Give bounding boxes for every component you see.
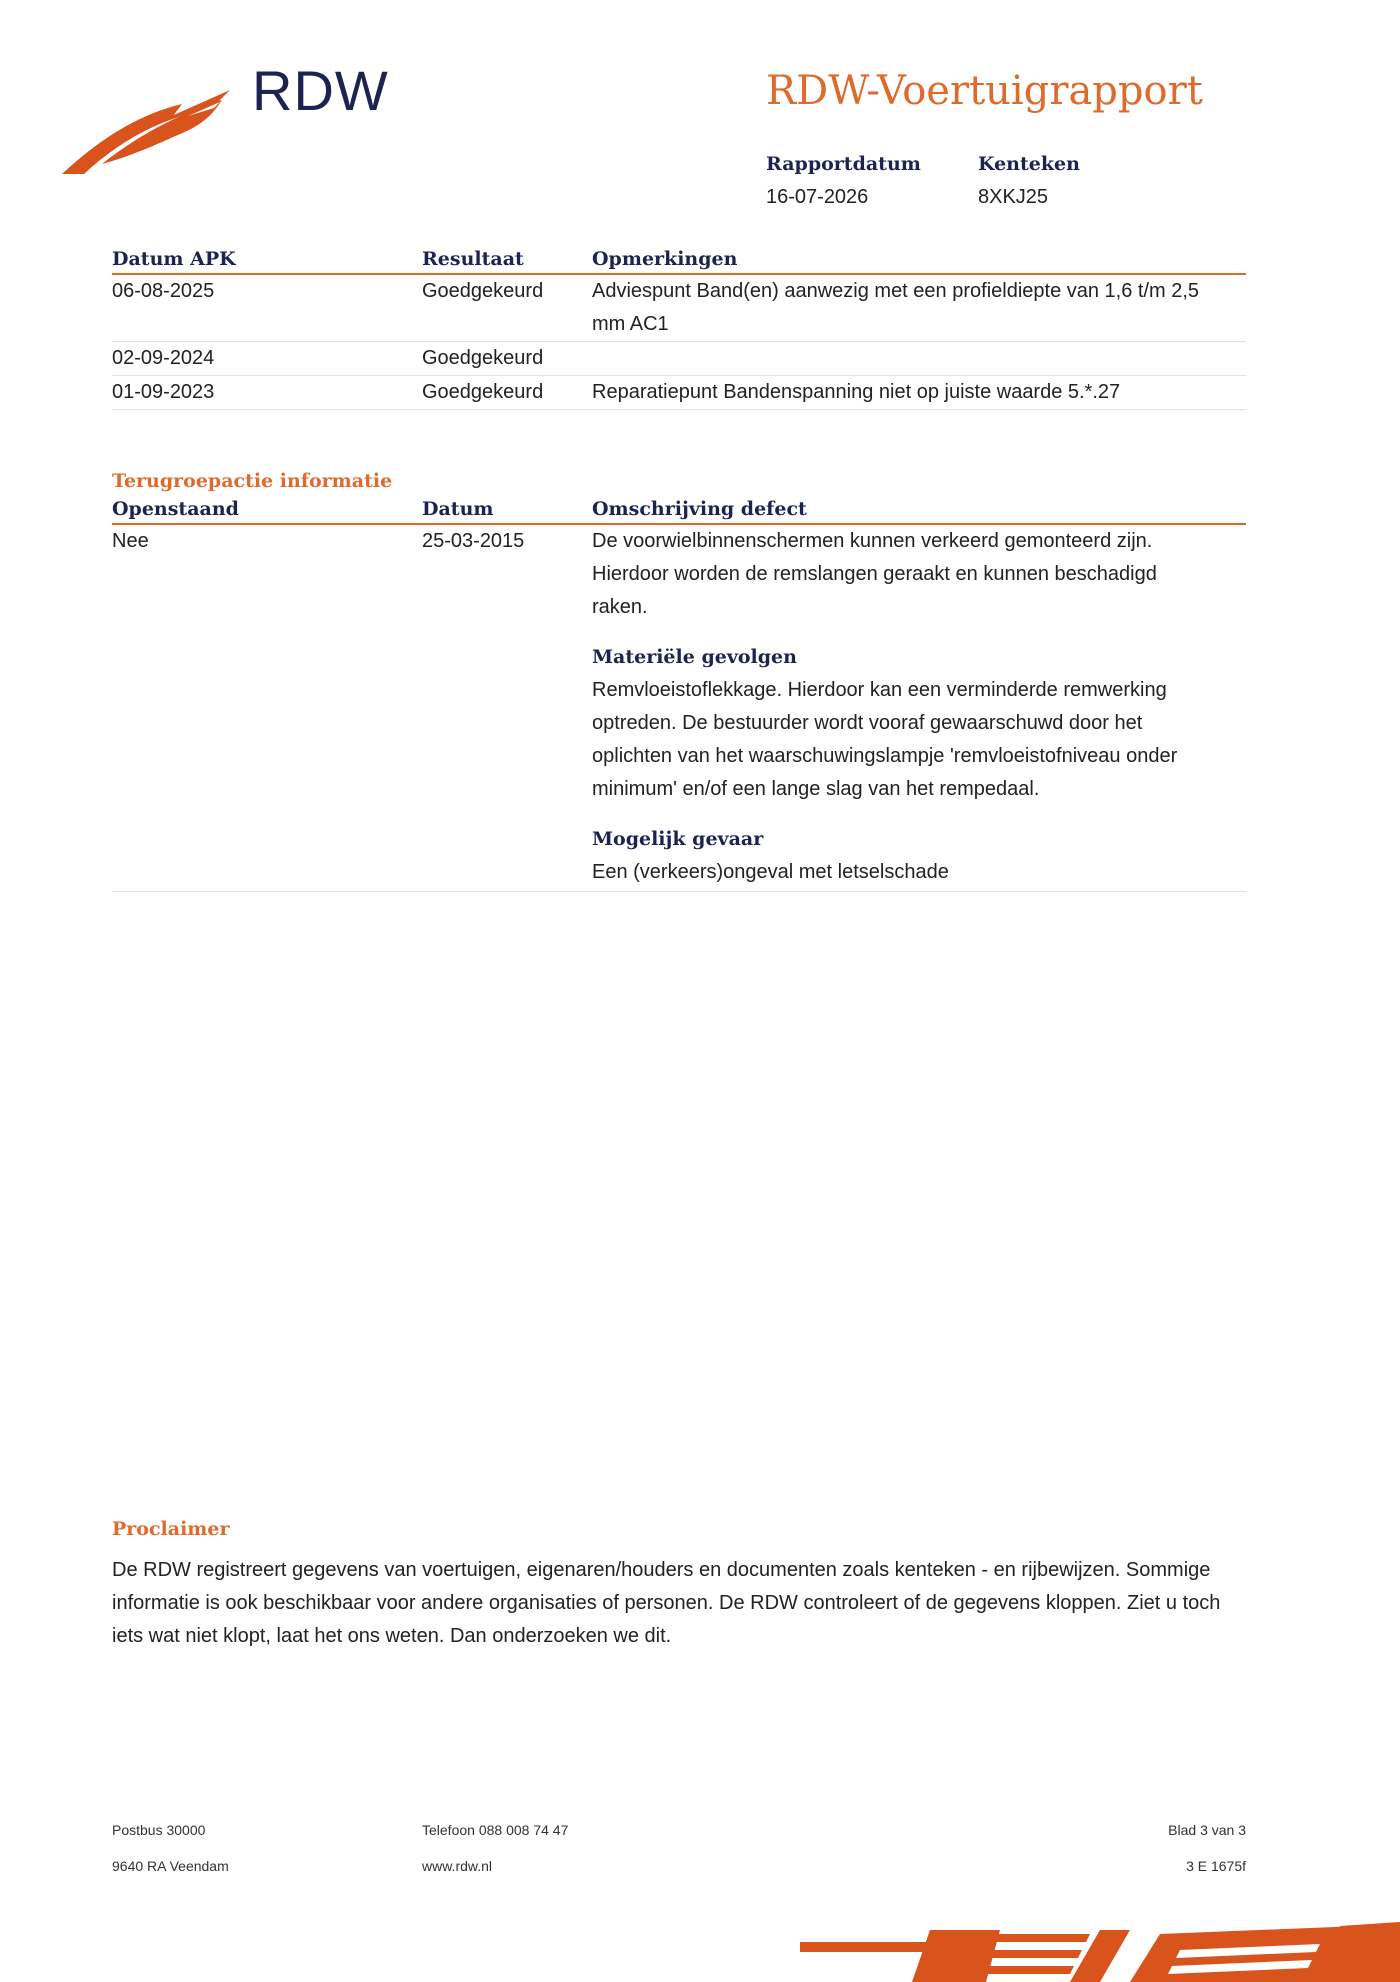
material-consequences-text: Remvloeistoflekkage. Hierdoor kan een verminderde remwerking optreden. De bestuurder wordt vooraf gewaarschuwd door het oplichten van het waarschuwingslampje 'remvloeistofniveau onder minimum' en/of een lange slag van het rempedaal. — [592, 679, 1178, 800]
apk-date: 01-09-2023 — [112, 381, 215, 403]
material-consequences-title: Materiële gevolgen — [592, 646, 797, 668]
apk-result: Goedgekeurd — [422, 381, 544, 403]
proclaimer-title: Proclaimer — [112, 1518, 230, 1540]
recall-col-description: Omschrijving defect — [592, 498, 807, 520]
recall-col-open: Openstaand — [112, 498, 239, 520]
apk-col-remarks: Opmerkingen — [592, 248, 738, 270]
report-date-label: Rapportdatum — [766, 153, 921, 175]
rdw-logo-icon — [62, 86, 232, 178]
decorative-stripes-icon — [800, 1920, 1400, 1982]
footer-contact — [422, 1812, 568, 1884]
recall-date: 25-03-2015 — [422, 530, 525, 552]
footer-page-info — [1168, 1812, 1246, 1884]
footer-address — [112, 1812, 229, 1884]
report-title: RDW-Voertuigrapport — [766, 68, 1203, 114]
apk-col-date: Datum APK — [112, 248, 236, 270]
report-date-value: 16-07-2026 — [766, 186, 869, 208]
footer-code: 3 E 1675f — [1186, 1858, 1246, 1874]
apk-date: 02-09-2024 — [112, 347, 215, 369]
apk-col-result: Resultaat — [422, 248, 524, 270]
apk-date: 06-08-2025 — [112, 280, 215, 302]
plate-block — [978, 153, 1080, 209]
logo-text: RDW — [252, 59, 389, 122]
recall-table-header — [112, 498, 1246, 525]
apk-table-header — [112, 248, 1246, 275]
report-date-block — [766, 153, 921, 209]
proclaimer-text: De RDW registreert gegevens van voertuigen, eigenaren/houders en documenten zoals kenteken - en rijbewijzen. Sommige informatie is ook beschikbaar voor andere organisaties of personen. De RDW controleert of de gegevens kloppen. Ziet u toch iets wat niet klopt, laat het ons weten. Dan onderzoeken we dit. — [112, 1559, 1221, 1647]
footer-phone: Telefoon 088 008 74 47 — [422, 1822, 569, 1838]
apk-result: Goedgekeurd — [422, 347, 544, 369]
recall-details — [592, 525, 1246, 889]
table-row — [112, 342, 1246, 376]
apk-table — [112, 248, 1246, 410]
recall-section — [112, 470, 1246, 892]
recall-section-title: Terugroepactie informatie — [112, 470, 393, 492]
plate-value: 8XKJ25 — [978, 186, 1049, 208]
plate-label: Kenteken — [978, 153, 1080, 175]
apk-result: Goedgekeurd — [422, 280, 544, 302]
table-row — [112, 376, 1246, 410]
footer-address-line1: Postbus 30000 — [112, 1822, 206, 1838]
footer-website[interactable]: www.rdw.nl — [422, 1858, 493, 1874]
recall-col-date: Datum — [422, 498, 494, 520]
footer-page-number: Blad 3 van 3 — [1168, 1822, 1246, 1838]
apk-remarks: Reparatiepunt Bandenspanning niet op juiste waarde 5.*.27 — [592, 381, 1121, 403]
table-row — [112, 525, 1246, 892]
possible-danger-title: Mogelijk gevaar — [592, 828, 764, 850]
table-row — [112, 275, 1246, 342]
apk-remarks: Adviespunt Band(en) aanwezig met een profieldiepte van 1,6 t/m 2,5 mm AC1 — [592, 280, 1200, 335]
footer-address-line2: 9640 RA Veendam — [112, 1858, 229, 1874]
recall-open: Nee — [112, 530, 149, 552]
possible-danger-text: Een (verkeers)ongeval met letselschade — [592, 861, 949, 883]
apk-remarks — [592, 342, 1246, 375]
recall-defect-description: De voorwielbinnenschermen kunnen verkeerd gemonteerd zijn. Hierdoor worden de remslangen geraakt en kunnen beschadigd raken. — [592, 530, 1157, 618]
proclaimer-section — [112, 1518, 1246, 1653]
